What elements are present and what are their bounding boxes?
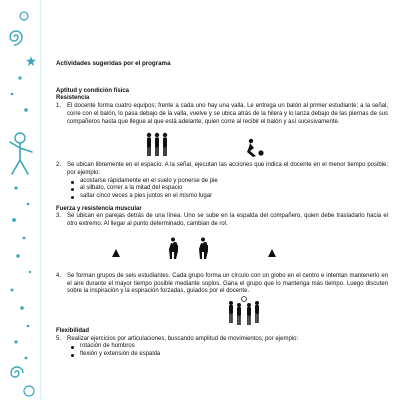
section-heading: Flexibilidad xyxy=(56,327,90,334)
swirl-icon xyxy=(6,362,28,384)
piggyback-pair-icon xyxy=(196,237,212,259)
section-heading: Aptitud y condición física xyxy=(56,87,130,94)
bullet-list xyxy=(56,343,388,358)
document-body xyxy=(56,60,388,359)
list-item: flexión y extensión de espalda xyxy=(80,351,388,359)
list-item: al silbato, correr a la mitad del espacio xyxy=(80,185,388,193)
item-number: 1. xyxy=(56,103,62,110)
list-item: saltar cinco veces a pies juntos en el mismo lugar xyxy=(80,193,388,201)
activity-item xyxy=(56,336,388,344)
swirl-icon xyxy=(22,384,36,398)
cone-icon xyxy=(268,249,276,257)
section-heading: Fuerza y resistencia muscular xyxy=(56,205,142,212)
kids-row-icon xyxy=(145,132,169,158)
kneeling-kid-icon xyxy=(242,138,266,158)
activity-item xyxy=(56,273,388,296)
item-number: 4. xyxy=(56,272,62,279)
activity-item xyxy=(56,103,388,126)
star-icon xyxy=(26,56,36,66)
activity-item xyxy=(56,213,388,228)
swirl-icon xyxy=(18,10,30,22)
group-circle-icon xyxy=(226,296,262,326)
activity-item xyxy=(56,162,388,177)
illustration-relay xyxy=(56,126,388,162)
illustration-piggyback xyxy=(56,229,388,273)
item-text: Se forman grupos de seis estudiantes. Cada grupo forma un círculo con un globo en el centro e intentan mantenerlo en el aire durante el mayor tiempo posible mediante soplos. Gana el grupo que lo mantenga más tiempo. Luego discuten sobre la inspiración y la espiración forzadas, guiados por el docente. xyxy=(67,272,388,295)
item-text: Se ubican libremente en el espacio. A la señal, ejecutan las acciones que indica el docente en el menor tiempo posible; por ejemplo: xyxy=(67,162,388,176)
item-text: Realizar ejercicios por articulaciones, buscando amplitud de movimientos; por ejemplo: xyxy=(67,335,299,342)
illustration-balloon-circle xyxy=(56,296,388,328)
list-item: acostarse rápidamente en el suelo y ponerse de pie xyxy=(80,178,388,186)
piggyback-pair-icon xyxy=(166,237,182,259)
item-number: 2. xyxy=(56,162,62,169)
list-item: rotación de hombros xyxy=(80,343,388,351)
swirl-icon xyxy=(4,26,28,48)
item-number: 5. xyxy=(56,335,62,342)
page-title: Actividades sugeridas por el programa xyxy=(56,60,171,67)
item-text: El docente forma cuatro equipos; frente a cada uno hay una valla. Le entrega un balón al primer estudiante; a la señal, corre con el balón, lo pasa debajo de la valla, vuelve y se ubica atrás de la hilera y lo lanza debajo de las piernas de sus compañeros hasta que llegue al que está adelante, quien corre al recibir el balón y así sucesivamente. xyxy=(67,103,388,125)
subsection-heading: Resistencia xyxy=(56,95,90,102)
bullet-list xyxy=(56,178,388,201)
dot-pattern-icon xyxy=(6,70,36,400)
item-text: Se ubican en parejas detrás de una línea. Uno se sube en la espalda del compañero, quien debe trasladarlo hacia el otro extremo. Al llegar al punto determinado, cambian de rol. xyxy=(67,213,388,228)
item-number: 3. xyxy=(56,213,62,220)
cone-icon xyxy=(112,249,120,257)
